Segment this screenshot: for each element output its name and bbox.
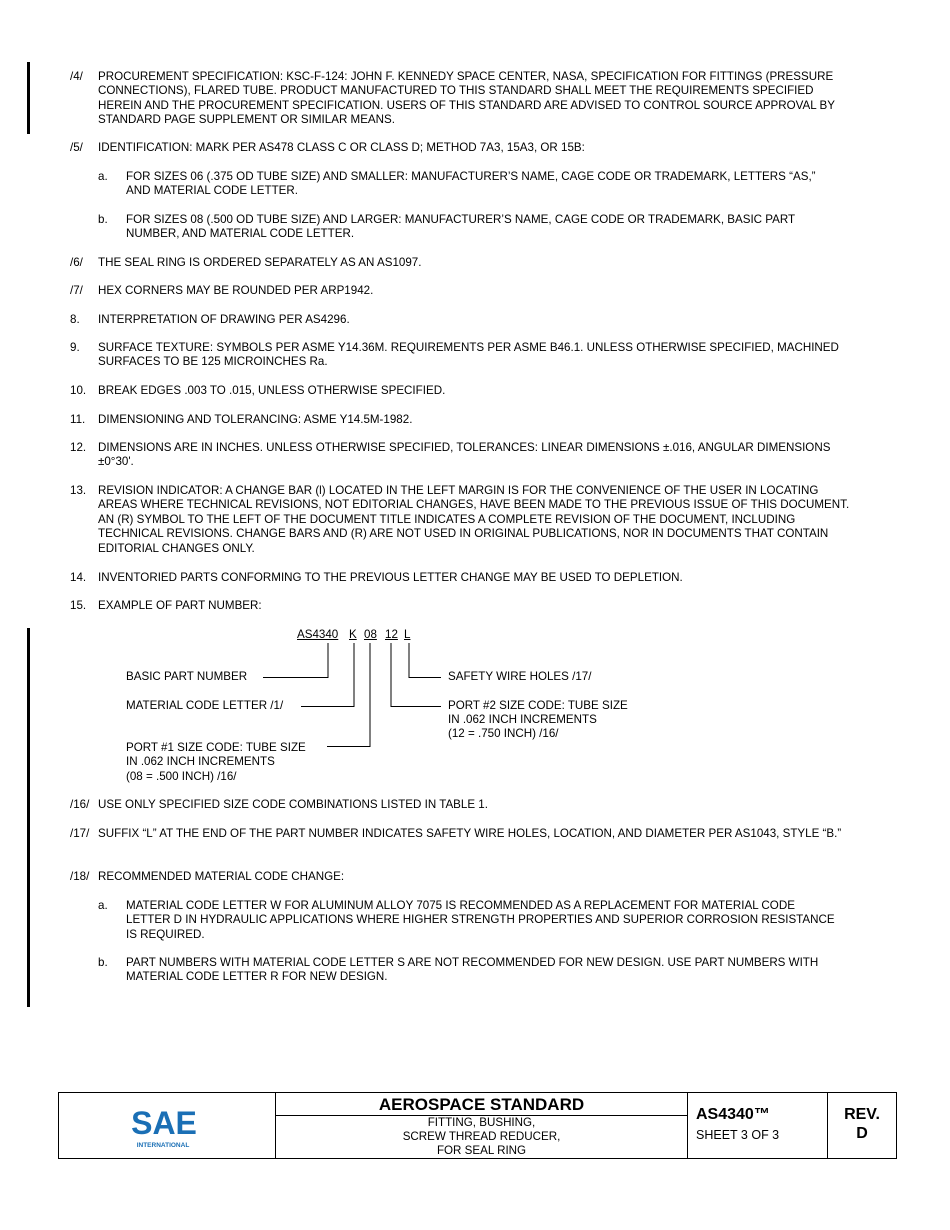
note-number: /4/ [70,70,83,83]
note-text: SUFFIX “L” AT THE END OF THE PART NUMBER INDICATES SAFETY WIRE HOLES, LOCATION, AND DIAMETER PER AS1043, STYLE “B.” [98,827,842,840]
sheet-number: SHEET 3 OF 3 [696,1128,780,1142]
leader-basic [263,643,328,678]
document-title [276,1116,687,1159]
revision [828,1105,896,1143]
revision-value: D [856,1125,868,1142]
leader-port1 [327,643,370,747]
title-line-1: FITTING, BUSHING, [427,1116,536,1129]
note-text: IDENTIFICATION: MARK PER AS478 CLASS C OR CLASS D; METHOD 7A3, 15A3, OR 15B: [98,141,585,154]
label-port2-line3: (12 = .750 INCH) /16/ [448,727,559,740]
label-material-code: MATERIAL CODE LETTER /1/ [126,699,284,712]
sub-letter: b. [98,956,108,969]
title-block [58,1092,897,1159]
logo-subtext: INTERNATIONAL [136,1142,190,1149]
note-number: /5/ [70,141,83,154]
note-number: 8. [70,313,80,326]
note-number: 11. [70,413,86,426]
note-18a [98,899,838,942]
title-block-logo-cell [59,1093,276,1158]
note-number: 10. [70,384,87,397]
note-number: 14. [70,571,87,584]
note-18b [98,956,838,985]
label-port2-line2: IN .062 INCH INCREMENTS [448,713,597,726]
note-number: /16/ [70,798,90,811]
note-text: PROCUREMENT SPECIFICATION: KSC-F-124: JOHN F. KENNEDY SPACE CENTER, NASA, SPECIFICATION FOR FITTINGS (PRESSURE CONNECTIONS), FLARED TUBE. PRODUCT MANUFACTURED TO THIS STANDARD SHALL MEET THE REQUIREMENTS SPECIFIED HEREIN AND THE PROCUREMENT SPECIFICATION. USERS OF THIS STANDARD ARE ADVISED TO CONTROL SOURCE APPROVAL BY STANDARD PAGE SUPPLEMENT OR SIMILAR MEANS. [98,70,835,127]
note-text: DIMENSIONS ARE IN INCHES. UNLESS OTHERWISE SPECIFIED, TOLERANCES: LINEAR DIMENSIONS ±.016, ANGULAR DIMENSIONS ±0°30'. [98,441,831,469]
title-block-number-cell [688,1093,828,1158]
note-text: DIMENSIONING AND TOLERANCING: ASME Y14.5M-1982. [98,413,413,426]
label-port1-line2: IN .062 INCH INCREMENTS [126,755,275,768]
note-text: INVENTORIED PARTS CONFORMING TO THE PREVIOUS LETTER CHANGE MAY BE USED TO DEPLETION. [98,571,683,584]
leader-safety [409,643,441,678]
note-number: 13. [70,484,87,497]
note-text: RECOMMENDED MATERIAL CODE CHANGE: [98,870,345,883]
pn-base: AS4340 [297,628,339,641]
note-text: THE SEAL RING IS ORDERED SEPARATELY AS AN AS1097. [98,256,422,269]
sub-letter: a. [98,170,108,183]
note-number: 9. [70,341,80,354]
note-16 [70,798,850,812]
sub-text: PART NUMBERS WITH MATERIAL CODE LETTER S ARE NOT RECOMMENDED FOR NEW DESIGN. USE PART NUMBERS WITH MATERIAL CODE LETTER R FOR NEW DESIGN. [126,956,819,984]
standard-heading: AEROSPACE STANDARD [276,1093,687,1116]
note-number: /17/ [70,827,90,840]
label-safety-wire: SAFETY WIRE HOLES /17/ [448,670,592,683]
sub-text: MATERIAL CODE LETTER W FOR ALUMINUM ALLOY 7075 IS RECOMMENDED AS A REPLACEMENT FOR MATERIAL CODE LETTER D IN HYDRAULIC APPLICATIONS WHERE HIGHER STRENGTH PROPERTIES AND SUPERIOR CORROSION RESISTANCE IS REQUIRED. [126,899,835,941]
title-block-title-cell [276,1093,688,1158]
standard-number: AS4340™ [696,1106,770,1123]
note-17 [70,827,850,841]
note-number: /18/ [70,870,90,883]
label-port2-line1: PORT #2 SIZE CODE: TUBE SIZE [448,699,628,712]
note-text: USE ONLY SPECIFIED SIZE CODE COMBINATIONS LISTED IN TABLE 1. [98,798,488,811]
revision-label: REV. [844,1106,880,1123]
pn-port1: 08 [364,628,377,641]
title-line-3: FOR SEAL RING [436,1144,527,1158]
note-text: SURFACE TEXTURE: SYMBOLS PER ASME Y14.36M. REQUIREMENTS PER ASME B46.1. UNLESS OTHERWISE SPECIFIED, MACHINED SURFACES TO BE 125 MICROINCHES Ra. [98,341,839,369]
leader-port2 [391,643,441,707]
pn-suffix: L [404,628,411,641]
label-port1-line3: (08 = .500 INCH) /16/ [126,770,237,783]
note-text: INTERPRETATION OF DRAWING PER AS4296. [98,313,350,326]
note-number: /6/ [70,256,83,269]
pn-material: K [349,628,357,641]
sae-logo [129,1105,199,1149]
label-basic-part-number: BASIC PART NUMBER [126,670,248,683]
sub-letter: a. [98,899,108,912]
sub-text: FOR SIZES 08 (.500 OD TUBE SIZE) AND LARGER: MANUFACTURER’S NAME, CAGE CODE OR TRADEMARK, BASIC PART NUMBER, AND MATERIAL CODE LETTER. [126,213,795,241]
title-line-2: SCREW THREAD REDUCER, [402,1130,561,1144]
note-number: 15. [70,599,87,612]
sub-letter: b. [98,213,108,226]
note-18 [70,870,850,884]
logo-wordmark: SAE [131,1105,197,1141]
note-text: BREAK EDGES .003 TO .015, UNLESS OTHERWISE SPECIFIED. [98,384,446,397]
sae-logo-icon [129,1105,199,1149]
pn-port2: 12 [385,628,398,641]
note-text: HEX CORNERS MAY BE ROUNDED PER ARP1942. [98,284,374,297]
note-number: /7/ [70,284,83,297]
label-port1-line1: PORT #1 SIZE CODE: TUBE SIZE [126,741,306,754]
note-number: 12. [70,441,87,454]
title-block-rev-cell [828,1093,896,1158]
note-text: REVISION INDICATOR: A CHANGE BAR (l) LOCATED IN THE LEFT MARGIN IS FOR THE CONVENIENCE OF THE USER IN LOCATING AREAS WHERE TECHNICAL REVISIONS, NOT EDITORIAL CHANGES, HAVE BEEN MADE TO THE PREVIOUS ISSUE OF THIS DOCUMENT. AN (R) SYMBOL TO THE LEFT OF THE DOCUMENT TITLE INDICATES A COMPLETE REVISION OF THE DOCUMENT, INCLUDING TECHNICAL REVISIONS. CHANGE BARS AND (R) ARE NOT USED IN ORIGINAL PUBLICATIONS, NOR IN DOCUMENTS THAT CONTAIN EDITORIAL CHANGES ONLY. [98,484,850,555]
sub-text: FOR SIZES 06 (.375 OD TUBE SIZE) AND SMALLER: MANUFACTURER’S NAME, CAGE CODE OR TRADEMARK, LETTERS “AS,” AND MATERIAL CODE LETTER. [126,170,816,198]
note-text: EXAMPLE OF PART NUMBER: [98,599,262,612]
